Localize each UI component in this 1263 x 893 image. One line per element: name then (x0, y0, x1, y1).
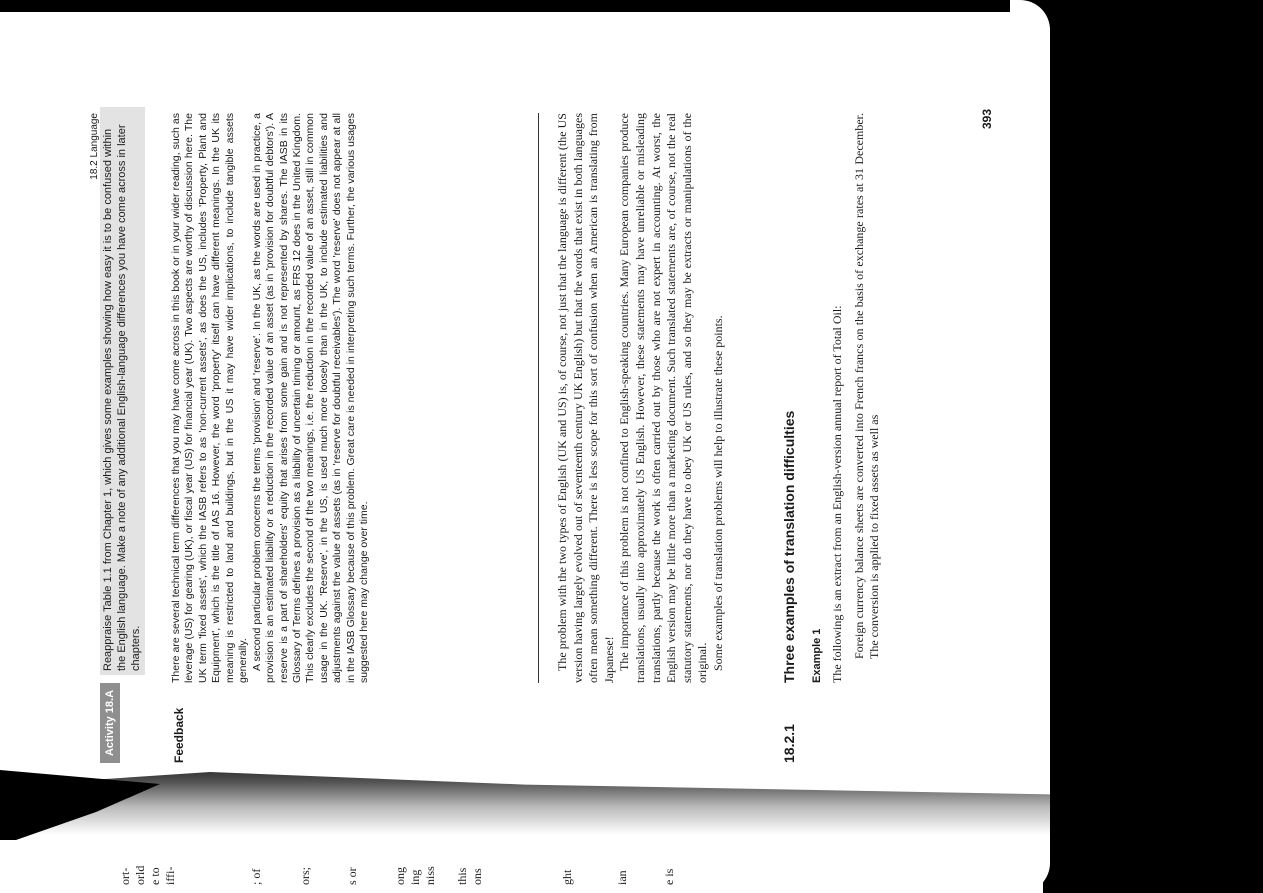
book-page (89, 103, 1000, 763)
example-quote: Foreign currency balance sheets are converted into French francs on the basis of exchange rates at 31 December. The conversion is applied to fixed assets as well as (851, 113, 882, 659)
left-page-fragment: ing (408, 869, 422, 885)
body-paragraph: The problem with the two types of English (UK and US) is, of course, not just that the language is different (the US version having largely evolved out of seventeenth century UK English) but that the words that exist in both languages often mean something different. There is less scope for this sort of confusion when an American is translating from Japanese! (555, 113, 616, 683)
example-label: Example 1 (811, 628, 823, 683)
feedback-body (170, 113, 372, 683)
left-page-fragment: s or (345, 867, 359, 885)
feedback-label: Feedback (172, 707, 186, 763)
left-page-fragment: e to (148, 867, 162, 885)
book-gutter-shadow (0, 765, 1050, 835)
left-page-fragment: ght (560, 869, 574, 885)
feedback-paragraph: A second particular problem concerns the terms 'provision' and 'reserve'. In the UK, as the words are used in practice, a provision is an estimated liability or a reduction in the recorded value of an asset (as in 'provision for doubtful debtors'). A reserve is a part of shareholders' equity that arises from some gain and is not represented by shares. The IASB in its Glossary of Terms defines a provision as a liability of uncertain timing or amount, as FRS 12 does in the United Kingdom. This clearly excludes the second of the two meanings, i.e. the reduction in the recorded value of an asset, still in common usage in the UK. 'Reserve', in the US, is used much more loosely than in the UK, to include estimated liabilities and adjustments against the value of assets (as in 'reserve for doubtful receivables'). The word 'reserve' does not appear at all in the IASB Glossary because of this problem. Great care is needed in interpreting such terms. Further, the various usages suggested here may change over time. (250, 113, 371, 683)
page-edge (1010, 0, 1050, 893)
left-page-fragment: ort- (118, 867, 132, 885)
left-page-fragment: ; of (249, 868, 263, 885)
left-page-fragment: ons (470, 868, 484, 885)
activity-label: Activity 18.A (100, 683, 120, 763)
divider (538, 113, 539, 683)
body-paragraph: The importance of this problem is not confined to English-speaking countries. Many European companies produce translations, usually into approximately US English. However, these statements may have unreliable or misleading translations, partly because the work is often carried out by those who are not expert in accounting. At worst, the English version may be little more than a marketing document. Such translated statements are, of course, not the real statutory statements, nor do they have to obey UK or US rules, and so they may be extracts or manipulations of the original. (617, 113, 710, 683)
example-body (830, 113, 889, 683)
left-page-fragment: this (455, 867, 469, 885)
scan-right-shadow (1043, 0, 1263, 893)
section-number: 18.2.1 (781, 724, 797, 763)
feedback-paragraph: There are several technical term differences that you may have come across in this book or in your wider reading, such as leverage (US) for gearing (UK), or fiscal year (US) for financial year (UK). Two aspects are worthy of discussion here. The UK term 'fixed assets', which the IASB refers to as 'non-current assets', as does the US, includes 'Property, Plant and Equipment', which is the title of IAS 16. However, the word 'property' itself can have different meanings. In the UK its meaning is restricted to land and buildings, but in the US it may have wider implications, to include tangible assets generally. (170, 113, 250, 683)
left-page-fragment: e is (662, 868, 676, 885)
page-number: 393 (980, 109, 994, 130)
left-page-fragment: niss (423, 866, 437, 885)
section-title: Three examples of translation difficulties (781, 410, 797, 683)
running-header: 18.2 Language (89, 113, 100, 180)
example-intro: The following is an extract from an English-version annual report of Total Oil: (830, 305, 844, 683)
left-page-fragment: iffi- (163, 866, 177, 885)
left-page-fragment: orld (133, 865, 147, 885)
left-page-fragment: ors; (298, 867, 312, 885)
left-page-fragment: ong (393, 867, 407, 885)
activity-text: Reappraise Table 1.1 from Chapter 1, which gives some examples showing how easy it is to be confused within the English language. Make a note of any additional English-language differences you have come across in later chapters. (100, 107, 145, 675)
left-page-fragment: ian (615, 870, 629, 885)
body-paragraph: Some examples of translation problems will help to illustrate these points. (710, 315, 725, 671)
body-text (555, 113, 727, 683)
